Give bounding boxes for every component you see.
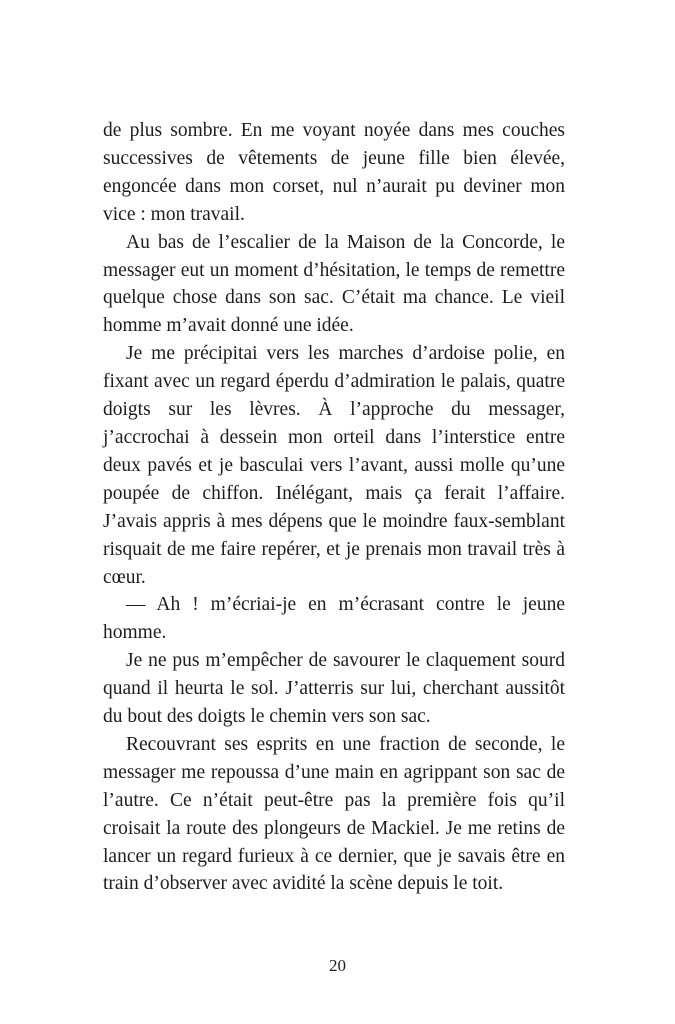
paragraph-4-dialogue: — Ah ! m’écriai-je en m’écrasant contre le jeune homme. [103,594,565,644]
page-number: 20 [329,956,346,975]
paragraph-6: Recouvrant ses esprits en une fraction de seconde, le messager me repoussa d’une main en agrippant son sac de l’autre. Ce n’était peut-être pas la première fois qu’il croisait la route des plongeurs de Mackiel. Je me retins de lancer un regard furieux à ce dernier, que je savais être en train d’observer avec avidité la scène depuis le toit. [103,733,565,895]
paragraph-2: Au bas de l’escalier de la Maison de la Concorde, le messager eut un moment d’hésitation, le temps de remettre quelque chose dans son sac. C’était ma chance. Le vieil homme m’avait donné une idée. [103,231,565,337]
body-text [103,117,565,898]
paragraph-1: de plus sombre. En me voyant noyée dans mes couches successives de vêtements de jeune fille bien élevée, engoncée dans mon corset, nul n’aurait pu deviner mon vice : mon travail. [103,120,565,225]
paragraph-5: Je ne pus m’empêcher de savourer le claquement sourd quand il heurta le sol. J’atterris sur lui, cherchant aussitôt du bout des doigts le chemin vers son sac. [103,650,565,728]
paragraph-3: Je me précipitai vers les marches d’ardoise polie, en fixant avec un regard éperdu d’admiration le palais, quatre doigts sur les lèvres. À l’approche du messager, j’accrochai à dessein mon orteil dans l’interstice entre deux pavés et je basculai vers l’avant, aussi molle qu’une poupée de chiffon. Inélégant, mais ça ferait l’affaire. J’avais appris à mes dépens que le moindre faux-semblant risquait de me faire repérer, et je prenais mon travail très à cœur. [103,343,565,588]
